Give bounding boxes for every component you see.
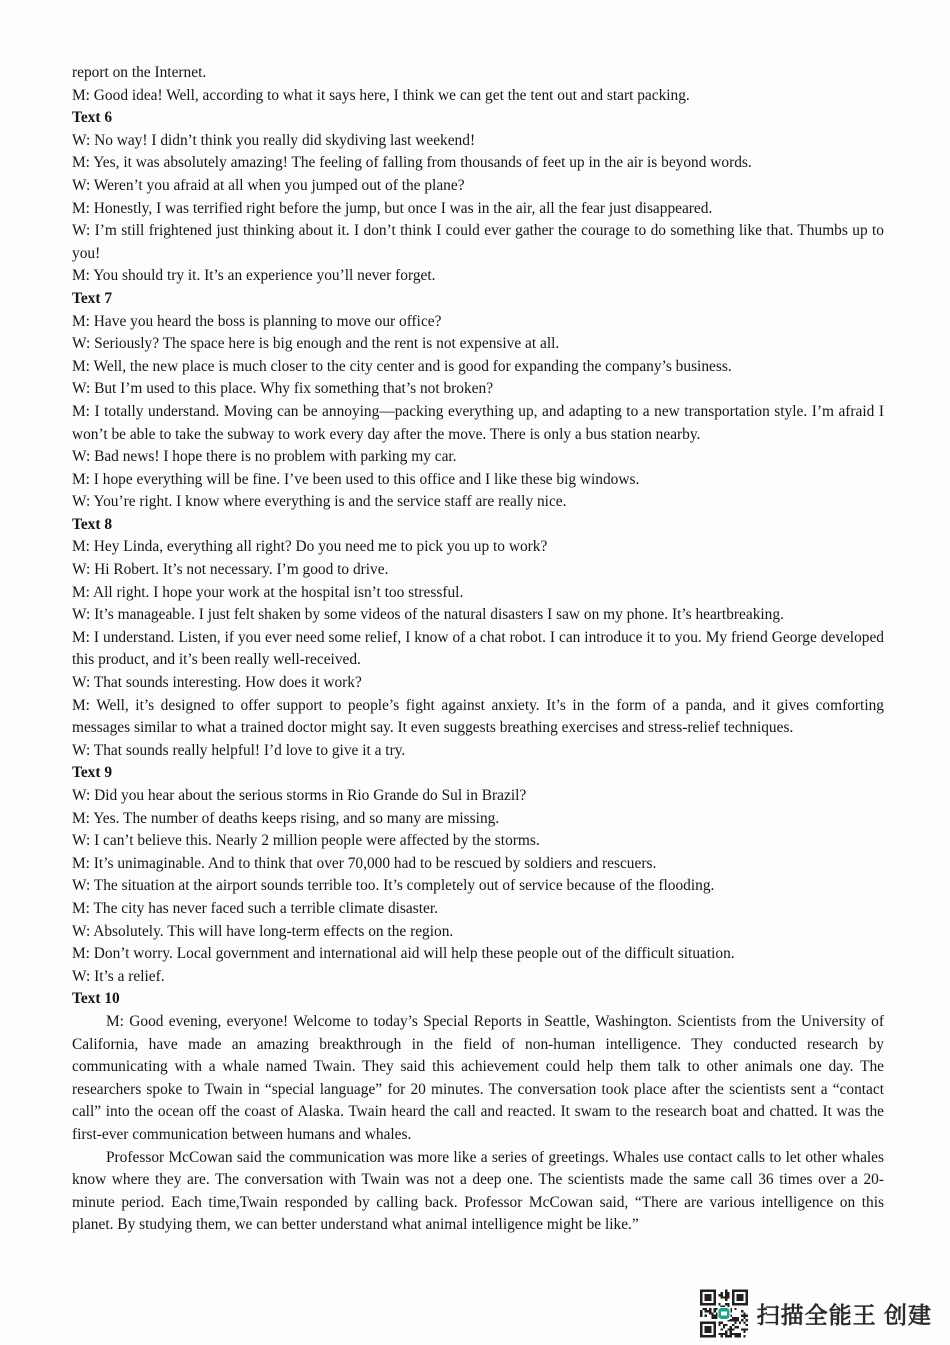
dialogue-line: M: All right. I hope your work at the hospital isn’t too stressful. <box>72 583 464 601</box>
dialogue-line: W: That sounds interesting. How does it work? <box>72 674 362 692</box>
dialogue-line: M: Yes. The number of deaths keeps rising, and so many are missing. <box>72 809 500 827</box>
transcript-paragraph: M: Good evening, everyone! Welcome to today’s Special Reports in Seattle, Washington. Scientists from the University of California, have made an amazing breakthrough in the field of non-human intelligence. They conducted research by communicating with a whale named Twain. They said this achievement could help them talk to other animals one day. The researchers spoke to Twain in “special language” for 20 minutes. The conversation took place after the scientists sent a “contact call” into the ocean off the coast of Alaska. Twain heard the call and reacted. It swam to the research boat and chatted. It was the first-ever communication between humans and whales. <box>72 1012 884 1143</box>
dialogue-line: M: Well, it’s designed to offer support to people’s fight against anxiety. It’s in the form of a panda, and it gives comforting messages similar to what a trained doctor might say. It even suggests breathing exercises and stress-relief techniques. <box>72 696 884 737</box>
dialogue-line: W: Absolutely. This will have long-term effects on the region. <box>72 922 454 940</box>
dialogue-line: W: Seriously? The space here is big enough and the rent is not expensive at all. <box>72 335 560 353</box>
dialogue-line: W: It’s manageable. I just felt shaken by some videos of the natural disasters I saw on my phone. It’s heartbreaking. <box>72 606 784 624</box>
dialogue-line: W: The situation at the airport sounds terrible too. It’s completely out of service because of the flooding. <box>72 877 715 895</box>
dialogue-line: M: Good idea! Well, according to what it says here, I think we can get the tent out and start packing. <box>72 86 690 104</box>
dialogue-line: report on the Internet. <box>72 64 207 81</box>
dialogue-line: M: Honestly, I was terrified right before the jump, but once I was in the air, all the fear just disappeared. <box>72 199 713 217</box>
dialogue-line: W: Did you hear about the serious storms in Rio Grande do Sul in Brazil? <box>72 787 527 804</box>
dialogue-line: M: Well, the new place is much closer to the city center and is good for expanding the company’s business. <box>72 357 732 375</box>
dialogue-line: M: Hey Linda, everything all right? Do you need me to pick you up to work? <box>72 538 548 556</box>
section-heading: Text 7 <box>72 289 113 307</box>
dialogue-line: M: It’s unimaginable. And to think that over 70,000 had to be rescued by soldiers and rescuers. <box>72 854 657 872</box>
dialogue-line: M: You should try it. It’s an experience you’ll never forget. <box>72 267 436 285</box>
dialogue-line: W: Weren’t you afraid at all when you jumped out of the plane? <box>72 176 465 194</box>
dialogue-line: W: Hi Robert. It’s not necessary. I’m good to drive. <box>72 561 389 579</box>
dialogue-line: M: The city has never faced such a terrible climate disaster. <box>72 899 438 917</box>
section-heading: Text 10 <box>72 990 120 1008</box>
dialogue-line: W: I can’t believe this. Nearly 2 million people were affected by the storms. <box>72 832 540 850</box>
scanner-watermark-label: 扫描全能王 创建 <box>756 1302 932 1328</box>
dialogue-line: M: I understand. Listen, if you ever need some relief, I know of a chat robot. I can introduce it to you. My friend George developed this product, and it’s been really well-received. <box>72 628 884 669</box>
dialogue-line: W: It’s a relief. <box>72 967 165 985</box>
dialogue-line: W: You’re right. I know where everything is and the service staff are really nice. <box>72 493 567 511</box>
document-body <box>72 62 884 1237</box>
dialogue-line: W: No way! I didn’t think you really did skydiving last weekend! <box>72 131 476 149</box>
dialogue-line: M: Don’t worry. Local government and international aid will help these people out of the difficult situation. <box>72 945 735 963</box>
dialogue-line: W: That sounds really helpful! I’d love to give it a try. <box>72 741 406 759</box>
dialogue-line: M: Yes, it was absolutely amazing! The feeling of falling from thousands of feet up in the air is beyond words. <box>72 154 752 172</box>
transcript-paragraph: Professor McCowan said the communication was more like a series of greetings. Whales use contact calls to let other whales know where they are. The conversation with Twain was not a deep one. The scientists made the same call 36 times over a 20-minute period. Each time,Twain responded by calling back. Professor McCowan said, “There are various intelligence on this planet. By studying them, we can better understand what animal intelligence might be like.” <box>72 1148 884 1234</box>
dialogue-line: M: Have you heard the boss is planning to move our office? <box>72 312 442 330</box>
scanner-watermark <box>700 1288 932 1339</box>
section-heading: Text 9 <box>72 764 113 782</box>
section-heading: Text 6 <box>72 109 113 127</box>
qr-code-icon <box>700 1288 748 1339</box>
dialogue-line: W: Bad news! I hope there is no problem with parking my car. <box>72 448 457 466</box>
dialogue-line: W: But I’m used to this place. Why fix something that’s not broken? <box>72 380 494 398</box>
dialogue-line: M: I totally understand. Moving can be annoying—packing everything up, and adapting to a new transportation style. I’m afraid I won’t be able to take the subway to work every day after the move. There is only a bus station nearby. <box>72 402 884 443</box>
dialogue-line: M: I hope everything will be fine. I’ve been used to this office and I like these big windows. <box>72 470 640 488</box>
dialogue-line: W: I’m still frightened just thinking about it. I don’t think I could ever gather the courage to do something like that. Thumbs up to you! <box>72 222 884 262</box>
section-heading: Text 8 <box>72 515 113 533</box>
